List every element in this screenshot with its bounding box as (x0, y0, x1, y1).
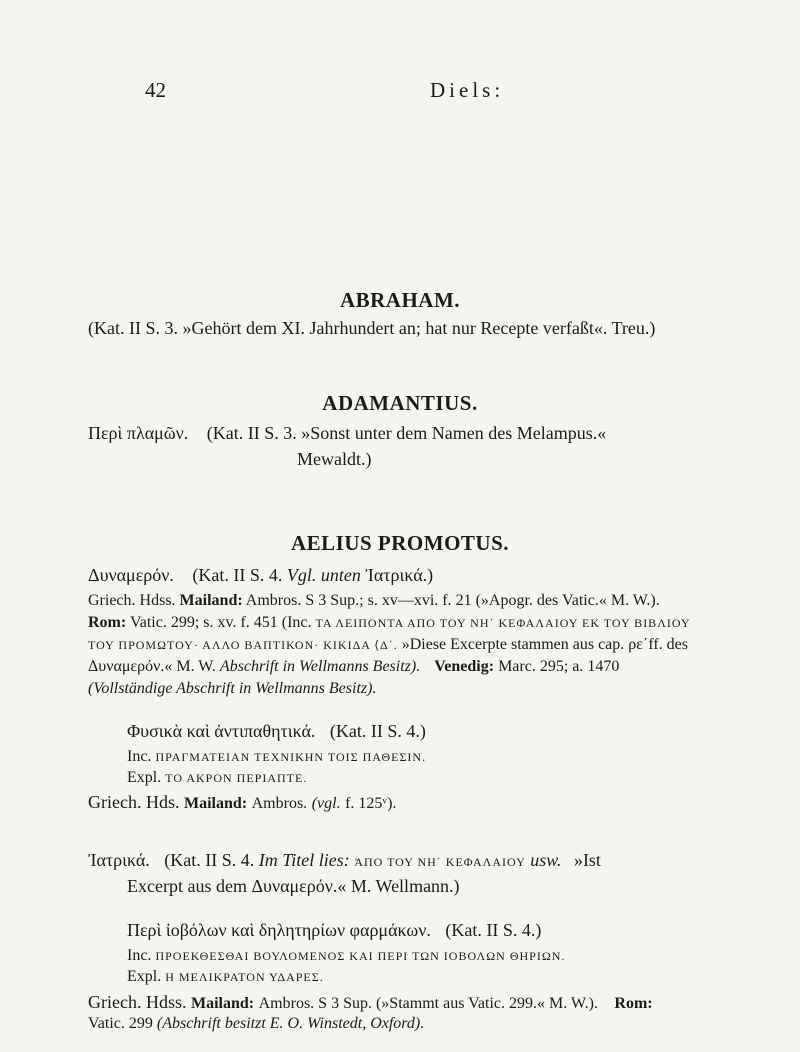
aelius-line-work (88, 565, 433, 586)
aelius-ms-line-1 (88, 592, 660, 610)
aelius-ms-line-3 (88, 636, 688, 654)
greek-explicit: ΤΟ ΑΚΡΟΝ ΠΕΡΙΑΠΤΕ. (165, 771, 308, 785)
ms-folio: f. 125ᵛ). (345, 795, 397, 812)
greek-work-title: Περὶ πλαμῶν. (88, 423, 189, 443)
label-griech: Griech. (88, 792, 142, 812)
abraham-text: (Kat. II S. 3. »Gehört dem XI. Jahrhundert an; hat nur Recepte verfaßt«. Treu.) (88, 318, 656, 338)
iobolon-explicit (127, 968, 324, 986)
physika-title-line (127, 721, 426, 742)
section-title-abraham: ABRAHAM. (339, 288, 461, 312)
label-mailand: Mailand: (191, 995, 255, 1012)
ref: (Kat. II S. 4. (192, 565, 283, 585)
note-italic: Abschrift in Wellmanns Besitz). (219, 658, 421, 675)
label-griech: Griech. (88, 592, 136, 609)
physika-explicit (127, 769, 307, 787)
attribution: M. Wellmann.) (350, 876, 460, 896)
greek-title: Δυναμερόν.« (88, 658, 173, 675)
text: Excerpt aus dem (127, 876, 247, 896)
page-header (145, 78, 710, 108)
greek-work-title: Περὶ ἰοβόλων καὶ δηλητηρίων φαρμάκων. (127, 920, 431, 940)
ref-end: Ἰατρικά.) (365, 565, 434, 585)
greek-title: Δυναμερόν.« (251, 876, 347, 896)
note-italic: Im Titel lies: (258, 850, 350, 870)
label-griech: Griech. (88, 992, 142, 1012)
physika-incipit (127, 748, 426, 766)
page-number: 42 (145, 78, 166, 102)
label-mailand: Mailand: (179, 592, 243, 609)
greek-incipit: ΠΡΟΕΚΘΕΣΘΑΙ ΒΟΥΛΟΜΕΝΟΣ ΚΑΙ ΠΕΡΙ ΤΩΝ ΙΟΒΟΛΩΝ ΘΗΡΙΩΝ. (155, 949, 566, 963)
label-mailand: Mailand: (184, 795, 248, 812)
ref: (Kat. II S. 4.) (329, 721, 426, 741)
greek-phrase: ἈΠΟ ΤΟΥ ΝΗ΄ ΚΕΦΑΛΑΙΟΥ (354, 855, 526, 869)
greek-work-title: Δυναμερόν. (88, 565, 174, 585)
ms-details: Marc. 295; a. 1470 (498, 658, 620, 675)
greek-work-title: Ἰατρικά. (88, 850, 150, 870)
note-italic: (Abschrift besitzt E. O. Winstedt, Oxford). (156, 1015, 425, 1032)
label-rom: Rom: (614, 995, 653, 1012)
ms-details: Vatic. 299; s. xv. f. 451 (Inc. (129, 614, 312, 631)
label-inc: Inc. (127, 748, 152, 765)
label-hdss: Hdss. (139, 592, 176, 609)
aelius-ms-line-5: (Vollständige Abschrift in Wellmanns Besitz). (88, 680, 377, 697)
iatrika-line-2 (127, 876, 460, 897)
usw: usw. (530, 850, 562, 870)
label-rom: Rom: (88, 614, 127, 631)
label-expl: Expl. (127, 769, 162, 786)
quote-start: »Ist (573, 850, 601, 870)
physika-ms-line (88, 792, 396, 813)
label-hdss: Hdss. (145, 992, 187, 1012)
ref: (Kat. II S. 4.) (445, 920, 542, 940)
initials: M. W. (176, 658, 216, 675)
label-venedig: Venedig: (434, 658, 495, 675)
label-inc: Inc. (127, 947, 152, 964)
running-head: Diels: (430, 78, 505, 102)
iobolon-incipit (127, 947, 565, 965)
adamantius-text: (Kat. II S. 3. »Sonst unter dem Namen des Melampus.« (206, 423, 607, 443)
greek-incipit: ΤΟΥ ΠΡΟΜΩΤΟΥ· ΑΛΛΟ ΒΑΠΤΙΚΟΝ· ΚΙΚΙΔΑ ⟨Δ΄. (88, 638, 398, 652)
adamantius-line-1 (88, 423, 606, 444)
ref: (Kat. II S. 4. (164, 850, 255, 870)
greek-incipit: ΠΡΑΓΜΑΤΕΙΑΝ ΤΕΧΝΙΚΗΝ ΤΟΙΣ ΠΑΘΕΣΙΝ. (155, 750, 427, 764)
label-expl: Expl. (127, 968, 162, 985)
iatrika-line-1 (88, 850, 601, 871)
ms-details: Ambros. S 3 Sup. (»Stammt aus Vatic. 299.« M. W.). (258, 995, 598, 1012)
adamantius-line-2: Mewaldt.) (297, 449, 372, 469)
iobolon-title-line (127, 920, 541, 941)
ms-note: »Diese Excerpte stammen aus cap. ρε΄ff. des (401, 636, 689, 653)
label-hds: Hds. (145, 792, 180, 812)
iobolon-ms-line-1 (88, 992, 653, 1013)
greek-explicit: Η ΜΕΛΙΚΡΑΤΟΝ ΥΔΑΡΕΣ. (165, 970, 324, 984)
iobolon-ms-line-2 (88, 1015, 424, 1033)
section-title-adamantius: ADAMANTIUS. (322, 391, 478, 415)
section-title-aelius: AELIUS PROMOTUS. (290, 531, 510, 555)
aelius-ms-line-4 (88, 658, 619, 676)
note-italic: (vgl. (311, 795, 341, 812)
aelius-ms-line-2 (88, 614, 691, 632)
ms-details: Vatic. 299 (88, 1015, 153, 1032)
greek-incipit: ΤΑ ΛΕΙΠΟΝΤΑ ΑΠΟ ΤΟΥ ΝΗ΄ ΚΕΦΑΛΑΙΟΥ ΕΚ ΤΟΥ ΒΙΒΛΙΟΥ (315, 616, 691, 630)
ref-italic: Vgl. unten (286, 565, 361, 585)
ms-details: Ambros. (251, 795, 308, 812)
ms-details: Ambros. S 3 Sup.; s. xv—xvi. f. 21 (»Apogr. des Vatic.« M. W.). (245, 592, 660, 609)
greek-work-title: Φυσικὰ καὶ ἀντιπαθητικά. (127, 721, 316, 741)
